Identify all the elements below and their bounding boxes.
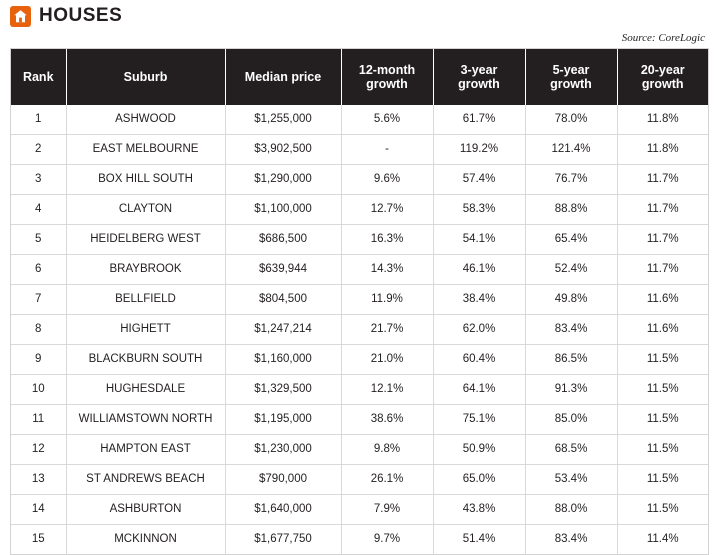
cell-suburb: MCKINNON xyxy=(66,525,225,555)
column-header-suburb[interactable]: Suburb xyxy=(66,49,225,105)
cell-median-price: $686,500 xyxy=(225,225,341,255)
cell-growth-12m: - xyxy=(341,135,433,165)
cell-growth-20y: 11.5% xyxy=(617,345,708,375)
table-row[interactable] xyxy=(11,105,708,135)
cell-growth-3y: 64.1% xyxy=(433,375,525,405)
cell-median-price: $1,329,500 xyxy=(225,375,341,405)
table-row[interactable] xyxy=(11,135,708,165)
cell-rank: 4 xyxy=(11,195,66,225)
cell-growth-5y: 49.8% xyxy=(525,285,617,315)
cell-suburb: BLACKBURN SOUTH xyxy=(66,345,225,375)
cell-growth-3y: 58.3% xyxy=(433,195,525,225)
cell-growth-3y: 51.4% xyxy=(433,525,525,555)
cell-growth-5y: 52.4% xyxy=(525,255,617,285)
cell-growth-20y: 11.8% xyxy=(617,135,708,165)
cell-median-price: $1,230,000 xyxy=(225,435,341,465)
cell-growth-3y: 119.2% xyxy=(433,135,525,165)
house-icon xyxy=(10,6,31,27)
cell-growth-3y: 38.4% xyxy=(433,285,525,315)
cell-growth-12m: 9.7% xyxy=(341,525,433,555)
table-row[interactable] xyxy=(11,405,708,435)
source-credit: Source: CoreLogic xyxy=(621,32,705,44)
cell-growth-20y: 11.7% xyxy=(617,195,708,225)
cell-growth-3y: 61.7% xyxy=(433,105,525,135)
cell-growth-5y: 83.4% xyxy=(525,525,617,555)
cell-growth-12m: 21.0% xyxy=(341,345,433,375)
houses-table-container xyxy=(10,48,709,555)
cell-growth-5y: 65.4% xyxy=(525,225,617,255)
cell-median-price: $1,677,750 xyxy=(225,525,341,555)
cell-rank: 10 xyxy=(11,375,66,405)
cell-growth-5y: 76.7% xyxy=(525,165,617,195)
cell-growth-5y: 78.0% xyxy=(525,105,617,135)
table-row[interactable] xyxy=(11,255,708,285)
column-header-5-year-growth[interactable]: 5-year growth xyxy=(525,49,617,105)
cell-growth-12m: 38.6% xyxy=(341,405,433,435)
table-row[interactable] xyxy=(11,525,708,555)
cell-growth-20y: 11.8% xyxy=(617,105,708,135)
cell-growth-12m: 12.7% xyxy=(341,195,433,225)
cell-growth-5y: 86.5% xyxy=(525,345,617,375)
table-row[interactable] xyxy=(11,345,708,375)
cell-median-price: $1,195,000 xyxy=(225,405,341,435)
cell-median-price: $1,255,000 xyxy=(225,105,341,135)
cell-growth-20y: 11.6% xyxy=(617,285,708,315)
cell-growth-3y: 54.1% xyxy=(433,225,525,255)
cell-growth-3y: 65.0% xyxy=(433,465,525,495)
cell-suburb: WILLIAMSTOWN NORTH xyxy=(66,405,225,435)
column-header-20-year-growth[interactable]: 20-year growth xyxy=(617,49,708,105)
cell-suburb: ASHWOOD xyxy=(66,105,225,135)
cell-growth-12m: 12.1% xyxy=(341,375,433,405)
cell-suburb: HUGHESDALE xyxy=(66,375,225,405)
cell-suburb: ASHBURTON xyxy=(66,495,225,525)
cell-growth-5y: 85.0% xyxy=(525,405,617,435)
cell-growth-5y: 88.0% xyxy=(525,495,617,525)
cell-rank: 11 xyxy=(11,405,66,435)
cell-suburb: BELLFIELD xyxy=(66,285,225,315)
cell-rank: 9 xyxy=(11,345,66,375)
table-row[interactable] xyxy=(11,285,708,315)
cell-suburb: HEIDELBERG WEST xyxy=(66,225,225,255)
table-row[interactable] xyxy=(11,465,708,495)
cell-growth-20y: 11.6% xyxy=(617,315,708,345)
cell-rank: 1 xyxy=(11,105,66,135)
cell-growth-20y: 11.5% xyxy=(617,375,708,405)
cell-growth-20y: 11.5% xyxy=(617,495,708,525)
table-row[interactable] xyxy=(11,375,708,405)
cell-growth-5y: 121.4% xyxy=(525,135,617,165)
cell-median-price: $1,160,000 xyxy=(225,345,341,375)
cell-growth-12m: 26.1% xyxy=(341,465,433,495)
cell-rank: 14 xyxy=(11,495,66,525)
cell-median-price: $639,944 xyxy=(225,255,341,285)
cell-suburb: BRAYBROOK xyxy=(66,255,225,285)
cell-growth-12m: 7.9% xyxy=(341,495,433,525)
cell-growth-12m: 11.9% xyxy=(341,285,433,315)
table-row[interactable] xyxy=(11,435,708,465)
cell-growth-12m: 21.7% xyxy=(341,315,433,345)
cell-rank: 5 xyxy=(11,225,66,255)
cell-growth-20y: 11.5% xyxy=(617,435,708,465)
cell-growth-12m: 5.6% xyxy=(341,105,433,135)
cell-growth-3y: 60.4% xyxy=(433,345,525,375)
page-title: HOUSES xyxy=(39,5,123,26)
cell-growth-5y: 83.4% xyxy=(525,315,617,345)
cell-growth-12m: 9.6% xyxy=(341,165,433,195)
cell-growth-5y: 88.8% xyxy=(525,195,617,225)
column-header-12-month-growth[interactable]: 12-month growth xyxy=(341,49,433,105)
cell-suburb: CLAYTON xyxy=(66,195,225,225)
cell-growth-3y: 50.9% xyxy=(433,435,525,465)
column-header-rank[interactable]: Rank xyxy=(11,49,66,105)
cell-growth-5y: 91.3% xyxy=(525,375,617,405)
cell-rank: 2 xyxy=(11,135,66,165)
column-header-3-year-growth[interactable]: 3-year growth xyxy=(433,49,525,105)
cell-rank: 15 xyxy=(11,525,66,555)
cell-growth-3y: 75.1% xyxy=(433,405,525,435)
cell-growth-12m: 16.3% xyxy=(341,225,433,255)
cell-rank: 6 xyxy=(11,255,66,285)
cell-growth-3y: 62.0% xyxy=(433,315,525,345)
table-row[interactable] xyxy=(11,225,708,255)
cell-growth-20y: 11.7% xyxy=(617,165,708,195)
cell-growth-3y: 46.1% xyxy=(433,255,525,285)
cell-growth-5y: 53.4% xyxy=(525,465,617,495)
cell-median-price: $1,247,214 xyxy=(225,315,341,345)
table-row[interactable] xyxy=(11,315,708,345)
table-row[interactable] xyxy=(11,165,708,195)
cell-rank: 12 xyxy=(11,435,66,465)
table-row[interactable] xyxy=(11,495,708,525)
cell-median-price: $804,500 xyxy=(225,285,341,315)
page-header xyxy=(0,0,719,30)
cell-growth-20y: 11.7% xyxy=(617,225,708,255)
cell-median-price: $790,000 xyxy=(225,465,341,495)
cell-rank: 13 xyxy=(11,465,66,495)
table-header-row xyxy=(11,49,708,105)
cell-growth-3y: 57.4% xyxy=(433,165,525,195)
houses-table xyxy=(11,49,708,554)
cell-median-price: $1,100,000 xyxy=(225,195,341,225)
cell-suburb: BOX HILL SOUTH xyxy=(66,165,225,195)
cell-median-price: $1,290,000 xyxy=(225,165,341,195)
column-header-median-price[interactable]: Median price xyxy=(225,49,341,105)
cell-suburb: ST ANDREWS BEACH xyxy=(66,465,225,495)
cell-rank: 8 xyxy=(11,315,66,345)
cell-median-price: $1,640,000 xyxy=(225,495,341,525)
cell-growth-20y: 11.4% xyxy=(646,532,679,545)
cell-growth-12m: 9.8% xyxy=(341,435,433,465)
table-row[interactable] xyxy=(11,195,708,225)
cell-growth-20y: 11.7% xyxy=(617,255,708,285)
cell-growth-12m: 14.3% xyxy=(341,255,433,285)
cell-suburb: HAMPTON EAST xyxy=(66,435,225,465)
cell-growth-20y: 11.5% xyxy=(617,405,708,435)
cell-median-price: $3,902,500 xyxy=(225,135,341,165)
cell-growth-3y: 43.8% xyxy=(433,495,525,525)
table-body xyxy=(11,105,708,554)
cell-growth-5y: 68.5% xyxy=(525,435,617,465)
cell-suburb: EAST MELBOURNE xyxy=(66,135,225,165)
cell-rank: 3 xyxy=(11,165,66,195)
cell-suburb: HIGHETT xyxy=(66,315,225,345)
cell-growth-20y: 11.5% xyxy=(617,465,708,495)
cell-rank: 7 xyxy=(11,285,66,315)
